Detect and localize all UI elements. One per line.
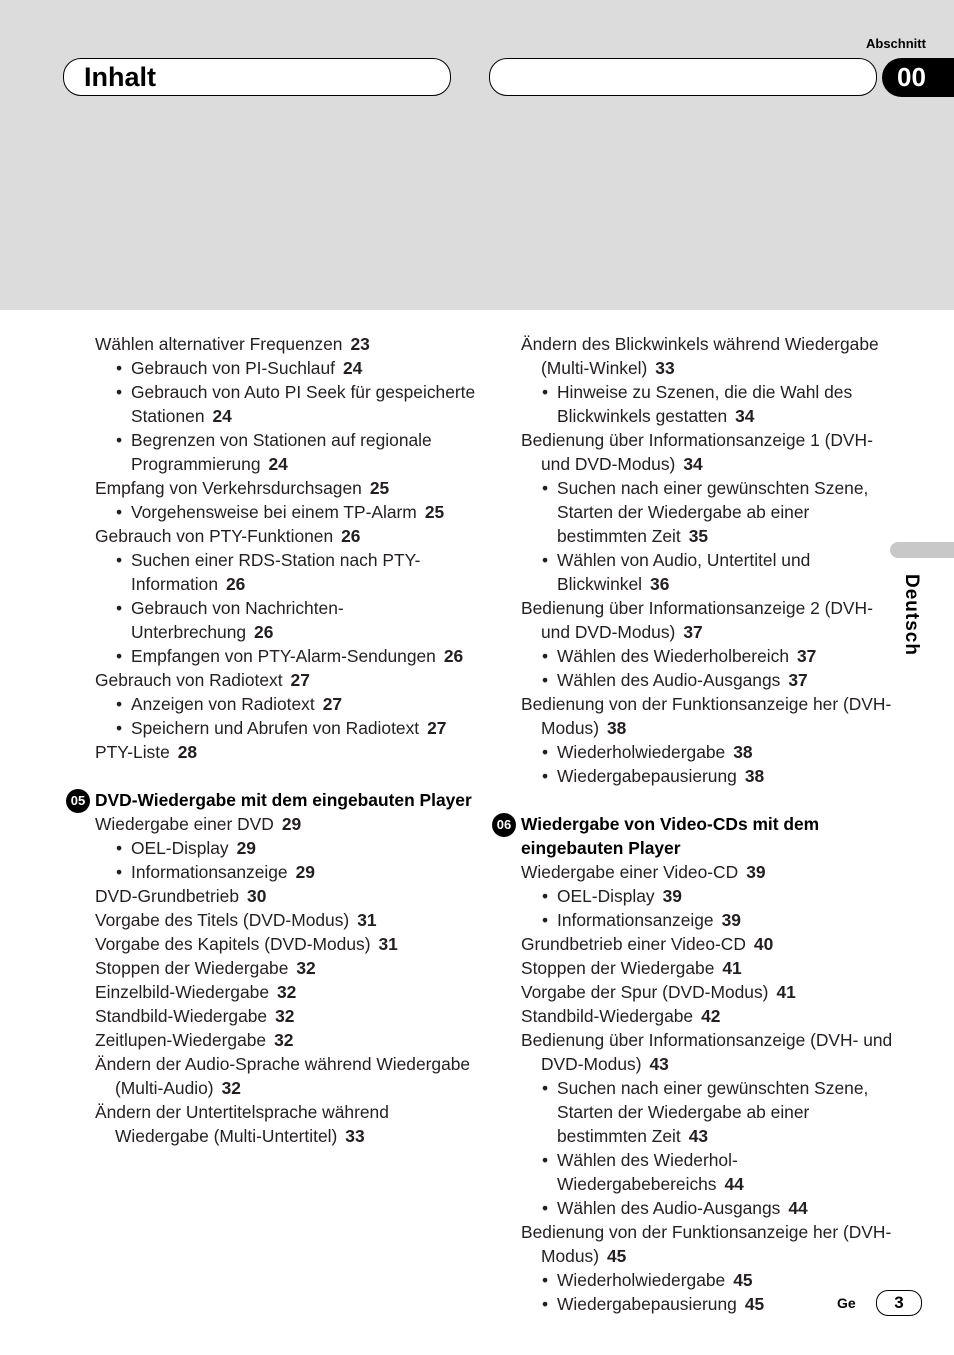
toc-page-number: 24 — [342, 358, 363, 378]
toc-page-number: 26 — [254, 622, 274, 642]
toc-entry-text: Bedienung von der Funktionsanzeige her (DVH-Modus) — [521, 1222, 892, 1266]
toc-subentry[interactable] — [521, 1268, 901, 1292]
bullet-icon: • — [542, 550, 549, 570]
toc-entry-text: Empfang von Verkehrsdurchsagen — [95, 478, 362, 498]
toc-entry[interactable] — [95, 956, 485, 980]
toc-page-number: 31 — [378, 934, 398, 954]
bullet-icon: • — [542, 910, 549, 930]
chapter-title: DVD-Wiedergabe mit dem eingebauten Player — [95, 790, 472, 810]
toc-subentry[interactable] — [521, 668, 901, 692]
toc-entry[interactable] — [95, 932, 485, 956]
bullet-icon: • — [116, 358, 123, 378]
toc-subentry[interactable] — [521, 548, 901, 596]
bullet-icon: • — [542, 478, 549, 498]
toc-page-number: 33 — [345, 1126, 365, 1146]
toc-page-number: 41 — [776, 982, 796, 1002]
toc-subentry[interactable] — [521, 884, 901, 908]
toc-entry-text: Ändern des Blickwinkels während Wiedergabe (Multi-Winkel) — [521, 334, 879, 378]
toc-entry[interactable] — [95, 668, 485, 692]
toc-entry-text: Empfangen von PTY-Alarm-Sendungen — [131, 646, 436, 666]
toc-page-number: 37 — [788, 670, 808, 690]
toc-page-number: 25 — [369, 478, 390, 498]
toc-page-number: 38 — [607, 718, 627, 738]
toc-entry[interactable] — [521, 332, 901, 380]
toc-entry-text: Zeitlupen-Wiedergabe — [95, 1030, 267, 1050]
toc-page-number: 26 — [341, 526, 361, 546]
toc-entry-text: Vorgabe des Kapitels (DVD-Modus) — [95, 934, 371, 954]
toc-entry[interactable] — [95, 980, 485, 1004]
toc-page-number: 32 — [277, 982, 297, 1002]
toc-entry-text: Stoppen der Wiedergabe — [95, 958, 289, 978]
toc-entry[interactable] — [95, 740, 485, 764]
toc-entry[interactable] — [95, 1052, 485, 1100]
toc-page-number: 39 — [721, 910, 741, 930]
toc-entry-text: Wiederholwiedergabe — [557, 742, 726, 762]
toc-entry[interactable] — [521, 428, 901, 476]
toc-entry-text: Standbild-Wiedergabe — [521, 1006, 694, 1026]
toc-entry-text: Gebrauch von Auto PI Seek für gespeicherte Stationen — [131, 382, 476, 426]
bullet-icon: • — [542, 886, 549, 906]
toc-entry-text: Ändern der Untertitelsprache während Wiedergabe (Multi-Untertitel) — [95, 1102, 389, 1146]
chapter-heading — [70, 788, 485, 812]
toc-subentry[interactable] — [521, 476, 901, 548]
toc-right-column — [496, 332, 901, 1316]
bullet-icon: • — [116, 598, 123, 618]
bullet-icon: • — [116, 382, 123, 402]
toc-page-number: 39 — [746, 862, 766, 882]
toc-entry-text: Wiederholwiedergabe — [557, 1270, 726, 1290]
toc-page-number: 41 — [722, 958, 742, 978]
toc-page-number: 26 — [226, 574, 246, 594]
toc-entry[interactable] — [95, 1028, 485, 1052]
toc-subentry[interactable] — [95, 644, 485, 668]
toc-subentry[interactable] — [95, 692, 485, 716]
toc-entry[interactable] — [95, 884, 485, 908]
toc-entry[interactable] — [521, 956, 901, 980]
toc-subentry[interactable] — [521, 764, 901, 788]
toc-entry-text: Hinweise zu Szenen, die die Wahl des Blickwinkels gestatten — [557, 382, 853, 426]
toc-entry-text: Suchen nach einer gewünschten Szene, Starten der Wiedergabe ab einer bestimmten Zeit — [557, 478, 869, 546]
toc-subentry[interactable] — [95, 860, 485, 884]
toc-page-number: 32 — [275, 1006, 295, 1026]
toc-subentry[interactable] — [95, 380, 485, 428]
footer-language-code: Ge — [837, 1295, 856, 1311]
toc-page-number: 27 — [322, 694, 343, 714]
toc-entry[interactable] — [95, 332, 485, 356]
language-label: Deutsch — [901, 574, 922, 656]
toc-page-number: 38 — [744, 766, 765, 786]
toc-page-number: 44 — [788, 1198, 808, 1218]
bullet-icon: • — [542, 1150, 549, 1170]
chapter-number-badge: 05 — [66, 789, 90, 813]
toc-entry[interactable] — [521, 1220, 901, 1268]
toc-entry[interactable] — [95, 812, 485, 836]
header-band — [0, 0, 954, 310]
toc-page-number: 23 — [350, 334, 370, 354]
toc-page-number: 37 — [683, 622, 703, 642]
toc-entry[interactable] — [521, 692, 901, 740]
toc-entry-text: Wiedergabe einer Video-CD — [521, 862, 739, 882]
toc-entry[interactable] — [95, 476, 485, 500]
toc-subentry[interactable] — [95, 716, 485, 740]
chapter-heading — [496, 812, 901, 860]
section-number: 00 — [897, 62, 926, 92]
bullet-icon: • — [542, 1078, 549, 1098]
toc-entry-text: Gebrauch von PI-Suchlauf — [131, 358, 335, 378]
toc-page-number: 24 — [268, 454, 288, 474]
bullet-icon: • — [542, 1198, 549, 1218]
toc-page-number: 40 — [753, 934, 774, 954]
toc-page-number: 26 — [443, 646, 464, 666]
toc-page-number: 43 — [649, 1054, 669, 1074]
toc-entry-text: Wählen des Wiederhol-Wiedergabebereichs — [557, 1150, 738, 1194]
chapter-title: Wiedergabe von Video-CDs mit dem eingebauten Player — [521, 814, 820, 858]
bullet-icon: • — [116, 694, 123, 714]
toc-entry-text: Einzelbild-Wiedergabe — [95, 982, 269, 1002]
toc-page-number: 28 — [177, 742, 198, 762]
toc-page-number: 29 — [295, 862, 315, 882]
toc-page-number: 43 — [688, 1126, 709, 1146]
toc-entry-text: Wählen des Wiederholbereich — [557, 646, 789, 666]
toc-entry-text: Standbild-Wiedergabe — [95, 1006, 268, 1026]
toc-page-number: 24 — [212, 406, 232, 426]
toc-entry-text: Gebrauch von PTY-Funktionen — [95, 526, 334, 546]
bullet-icon: • — [542, 382, 549, 402]
bullet-icon: • — [116, 838, 123, 858]
toc-subentry[interactable] — [521, 380, 901, 428]
toc-subentry[interactable] — [95, 500, 485, 524]
toc-page-number: 45 — [733, 1270, 753, 1290]
toc-entry[interactable] — [521, 1004, 901, 1028]
toc-entry-text: Bedienung über Informationsanzeige (DVH- und DVD-Modus) — [521, 1030, 893, 1074]
toc-page-number: 27 — [290, 670, 310, 690]
toc-entry-text: Gebrauch von Nachrichten-Unterbrechung — [131, 598, 344, 642]
toc-entry-text: Wählen alternativer Frequenzen — [95, 334, 343, 354]
toc-entry[interactable] — [521, 932, 901, 956]
bullet-icon: • — [542, 670, 549, 690]
toc-page-number: 35 — [688, 526, 709, 546]
bullet-icon: • — [542, 742, 549, 762]
toc-entry[interactable] — [95, 524, 485, 548]
toc-entry-text: Bedienung über Informationsanzeige 1 (DVH- und DVD-Modus) — [521, 430, 873, 474]
toc-entry-text: Informationsanzeige — [131, 862, 288, 882]
bullet-icon: • — [542, 766, 549, 786]
toc-subentry[interactable] — [521, 908, 901, 932]
toc-entry-text: OEL-Display — [557, 886, 655, 906]
toc-page-number: 45 — [744, 1294, 765, 1314]
toc-entry-text: Wiedergabe einer DVD — [95, 814, 274, 834]
toc-page-number: 33 — [655, 358, 675, 378]
toc-entry-text: Vorgabe des Titels (DVD-Modus) — [95, 910, 350, 930]
toc-entry-text: Anzeigen von Radiotext — [131, 694, 315, 714]
toc-page-number: 32 — [296, 958, 316, 978]
page-number: 3 — [876, 1290, 922, 1316]
chapter-number-badge: 06 — [492, 813, 516, 837]
toc-entry-text: Stoppen der Wiedergabe — [521, 958, 715, 978]
bullet-icon: • — [116, 550, 123, 570]
toc-page-number: 31 — [357, 910, 377, 930]
toc-subentry[interactable] — [95, 836, 485, 860]
bullet-icon: • — [542, 1294, 549, 1314]
toc-entry-text: DVD-Grundbetrieb — [95, 886, 240, 906]
bullet-icon: • — [542, 646, 549, 666]
toc-page-number: 32 — [221, 1078, 241, 1098]
toc-entry-text: Suchen einer RDS-Station nach PTY-Information — [131, 550, 421, 594]
bullet-icon: • — [116, 862, 123, 882]
toc-entry-text: Ändern der Audio-Sprache während Wiedergabe (Multi-Audio) — [95, 1054, 471, 1098]
page-title: Inhalt — [84, 62, 156, 92]
toc-entry-text: Wiedergabepausierung — [557, 766, 737, 786]
toc-subentry[interactable] — [95, 428, 485, 476]
toc-subentry[interactable] — [95, 596, 485, 644]
toc-left-column — [70, 332, 485, 1148]
toc-page-number: 38 — [733, 742, 753, 762]
toc-entry-text: Bedienung über Informationsanzeige 2 (DVH- und DVD-Modus) — [521, 598, 873, 642]
toc-entry-text: Vorgabe der Spur (DVD-Modus) — [521, 982, 769, 1002]
toc-page-number: 34 — [683, 454, 703, 474]
toc-page-number: 29 — [281, 814, 302, 834]
toc-entry-text: Suchen nach einer gewünschten Szene, Starten der Wiedergabe ab einer bestimmten Zeit — [557, 1078, 869, 1146]
toc-entry-text: PTY-Liste — [95, 742, 170, 762]
toc-page-number: 34 — [735, 406, 755, 426]
toc-page-number: 30 — [247, 886, 267, 906]
toc-entry-text: Wählen von Audio, Untertitel und Blickwinkel — [557, 550, 811, 594]
toc-subentry[interactable] — [521, 740, 901, 764]
toc-page-number: 37 — [797, 646, 817, 666]
toc-page-number: 29 — [236, 838, 256, 858]
toc-entry[interactable] — [95, 1100, 485, 1148]
toc-entry-text: Bedienung von der Funktionsanzeige her (DVH-Modus) — [521, 694, 892, 738]
toc-page-number: 36 — [650, 574, 670, 594]
toc-subentry[interactable] — [95, 356, 485, 380]
toc-entry-text: Wiedergabepausierung — [557, 1294, 737, 1314]
section-label: Abschnitt — [866, 36, 926, 51]
bullet-icon: • — [542, 1270, 549, 1290]
toc-page-number: 42 — [701, 1006, 721, 1026]
toc-entry-text: Vorgehensweise bei einem TP-Alarm — [131, 502, 417, 522]
toc-page-number: 27 — [427, 718, 447, 738]
toc-subentry[interactable] — [521, 1148, 901, 1196]
toc-entry[interactable] — [95, 1004, 485, 1028]
toc-subentry[interactable] — [95, 548, 485, 596]
toc-entry-text: Wählen des Audio-Ausgangs — [557, 670, 781, 690]
toc-entry[interactable] — [95, 908, 485, 932]
bullet-icon: • — [116, 646, 123, 666]
toc-subentry[interactable] — [521, 644, 901, 668]
toc-entry-text: Speichern und Abrufen von Radiotext — [131, 718, 420, 738]
toc-page-number: 44 — [724, 1174, 744, 1194]
toc-subentry[interactable] — [521, 1076, 901, 1148]
toc-entry-text: Wählen des Audio-Ausgangs — [557, 1198, 781, 1218]
bullet-icon: • — [116, 502, 123, 522]
bullet-icon: • — [116, 430, 123, 450]
section-badge — [882, 58, 954, 97]
title-box — [63, 58, 451, 96]
toc-entry[interactable] — [521, 980, 901, 1004]
toc-page-number: 25 — [424, 502, 445, 522]
bullet-icon: • — [116, 718, 123, 738]
toc-entry-text: Begrenzen von Stationen auf regionale Programmierung — [131, 430, 432, 474]
toc-entry[interactable] — [521, 596, 901, 644]
toc-entry[interactable] — [521, 860, 901, 884]
toc-page-number: 45 — [607, 1246, 627, 1266]
toc-entry-text: OEL-Display — [131, 838, 229, 858]
toc-subentry[interactable] — [521, 1196, 901, 1220]
toc-entry-text: Gebrauch von Radiotext — [95, 670, 283, 690]
toc-page-number: 32 — [274, 1030, 294, 1050]
header-empty-box — [489, 58, 877, 96]
toc-page-number: 39 — [662, 886, 682, 906]
toc-entry[interactable] — [521, 1028, 901, 1076]
toc-entry-text: Grundbetrieb einer Video-CD — [521, 934, 746, 954]
toc-entry-text: Informationsanzeige — [557, 910, 714, 930]
